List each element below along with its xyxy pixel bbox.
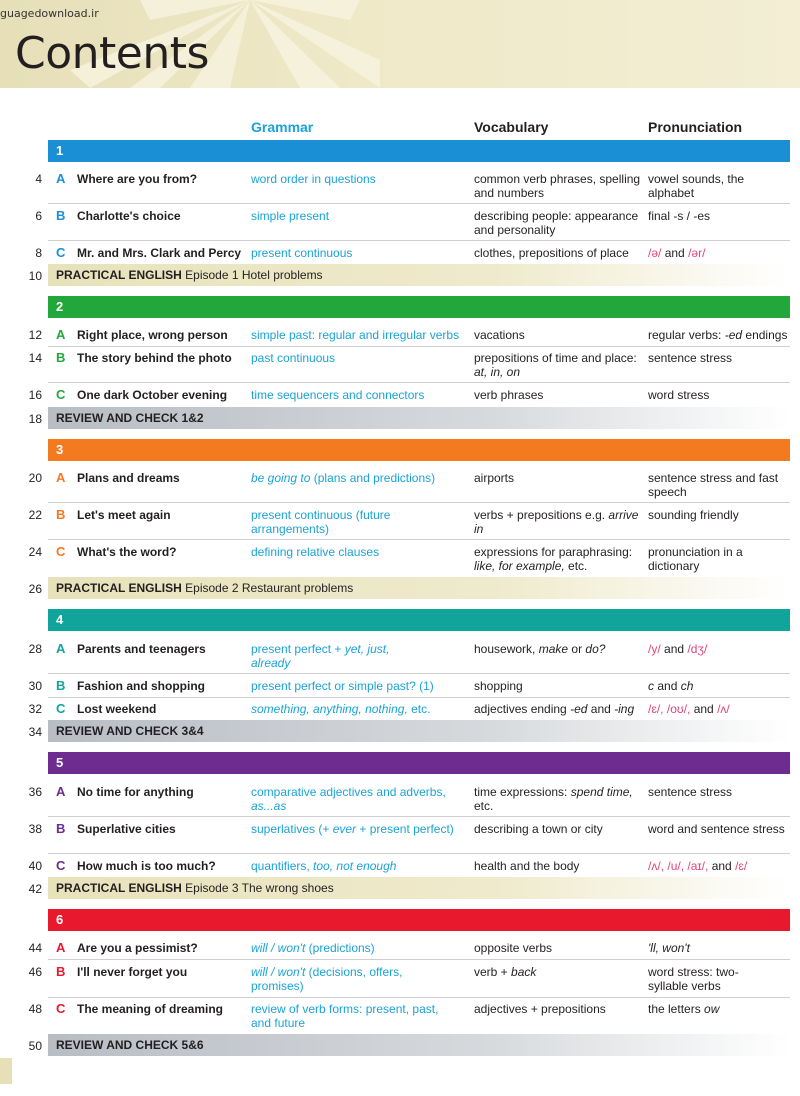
pronunciation-topic: sentence stress xyxy=(648,351,733,365)
unit-number: 1 xyxy=(56,143,64,158)
page-number: 18 xyxy=(28,412,42,426)
lesson-title: What's the word? xyxy=(77,545,177,559)
page-number: 24 xyxy=(28,545,42,559)
pronunciation-topic: 'll, won't xyxy=(648,941,690,955)
page-number: 22 xyxy=(28,508,42,522)
vocabulary-topic: verb phrases xyxy=(474,388,544,402)
grammar-topic: past continuous xyxy=(251,351,336,365)
vocabulary-topic: verbs + prepositions e.g. arrive in xyxy=(474,508,639,536)
pronunciation-topic: pronunciation in a dictionary xyxy=(648,545,743,573)
grammar-topic: will / won't (predictions) xyxy=(251,941,375,955)
lesson-title: How much is too much? xyxy=(77,859,216,873)
page-number: 16 xyxy=(28,388,42,402)
vocabulary-topic: health and the body xyxy=(474,859,580,873)
row-divider xyxy=(48,816,790,817)
lesson-title: Mr. and Mrs. Clark and Percy xyxy=(77,246,242,260)
page-number: 10 xyxy=(28,269,42,283)
unit-5-bar xyxy=(48,752,790,774)
page-number: 40 xyxy=(28,859,42,873)
row-divider xyxy=(48,346,790,347)
unit-number: 5 xyxy=(56,755,64,770)
vocabulary-topic: housework, make or do? xyxy=(474,642,606,656)
lesson-title: Where are you from? xyxy=(77,172,198,186)
page-number: 42 xyxy=(28,882,42,896)
practical-english-band: PRACTICAL ENGLISH Episode 1 Hotel problems xyxy=(48,264,790,286)
row-divider xyxy=(48,240,790,241)
lesson-title: Plans and dreams xyxy=(77,471,180,485)
grammar-topic: will / won't (decisions, offers, promises) xyxy=(251,965,403,993)
lesson-title: I'll never forget you xyxy=(77,965,188,979)
page-number: 4 xyxy=(35,172,42,186)
pronunciation-topic: sentence stress xyxy=(648,785,733,799)
lesson-letter: C xyxy=(56,245,66,260)
lesson-letter: A xyxy=(56,940,66,955)
review-band: REVIEW AND CHECK 5&6 xyxy=(48,1034,790,1056)
pronunciation-topic: the letters ow xyxy=(648,1002,720,1016)
pronunciation-topic: word and sentence stress xyxy=(648,822,785,836)
unit-number: 6 xyxy=(56,912,64,927)
contents-header xyxy=(0,0,800,88)
page-number: 36 xyxy=(28,785,42,799)
vocabulary-topic: time expressions: spend time, etc. xyxy=(474,785,633,813)
lesson-title: Lost weekend xyxy=(77,702,157,716)
page-number: 32 xyxy=(28,702,42,716)
grammar-topic: review of verb forms: present, past, and future xyxy=(251,1002,439,1030)
page-number: 48 xyxy=(28,1002,42,1016)
vocabulary-topic: describing people: appearance and personality xyxy=(474,209,639,237)
lesson-title: Fashion and shopping xyxy=(77,679,205,693)
vocabulary-topic: expressions for paraphrasing: like, for example, etc. xyxy=(474,545,633,573)
lesson-letter: A xyxy=(56,470,66,485)
grammar-topic: present perfect or simple past? (1) xyxy=(251,679,434,693)
page-number: 34 xyxy=(28,725,42,739)
lesson-title: Charlotte's choice xyxy=(77,209,181,223)
vocabulary-topic: common verb phrases, spelling and numbers xyxy=(474,172,641,200)
row-divider xyxy=(48,853,790,854)
lesson-letter: B xyxy=(56,964,66,979)
lesson-title: Right place, wrong person xyxy=(77,328,228,342)
page-number: 50 xyxy=(28,1039,42,1053)
page-number: 6 xyxy=(35,209,42,223)
lesson-letter: C xyxy=(56,1001,66,1016)
lesson-letter: C xyxy=(56,544,66,559)
lesson-title: No time for anything xyxy=(77,785,194,799)
grammar-topic: present continuous xyxy=(251,246,353,260)
pronunciation-topic: c and ch xyxy=(648,679,694,693)
lesson-letter: C xyxy=(56,858,66,873)
review-band: REVIEW AND CHECK 1&2 xyxy=(48,407,790,429)
lesson-letter: B xyxy=(56,821,66,836)
lesson-title: One dark October evening xyxy=(77,388,228,402)
page-number: 12 xyxy=(28,328,42,342)
lesson-letter: C xyxy=(56,387,66,402)
unit-2-bar xyxy=(48,296,790,318)
lesson-title: Are you a pessimist? xyxy=(77,941,198,955)
unit-4-bar xyxy=(48,609,790,631)
unit-number: 3 xyxy=(56,442,64,457)
vocabulary-topic: vacations xyxy=(474,328,525,342)
column-heading-vocabulary: Vocabulary xyxy=(474,119,549,135)
page-title: Contents xyxy=(15,28,209,79)
page-number: 30 xyxy=(28,679,42,693)
pronunciation-topic: sentence stress and fast speech xyxy=(648,471,779,499)
practical-english-band: PRACTICAL ENGLISH Episode 2 Restaurant problems xyxy=(48,577,790,599)
vocabulary-topic: adjectives + prepositions xyxy=(474,1002,606,1016)
grammar-topic: superlatives (+ ever + present perfect) xyxy=(251,822,454,836)
grammar-topic: quantifiers, too, not enough xyxy=(251,859,397,873)
pronunciation-topic: word stress: two-syllable verbs xyxy=(648,965,739,993)
vocabulary-topic: verb + back xyxy=(474,965,537,979)
lesson-letter: B xyxy=(56,678,66,693)
vocabulary-topic: airports xyxy=(474,471,515,485)
grammar-topic: simple past: regular and irregular verbs xyxy=(251,328,460,342)
lesson-letter: A xyxy=(56,641,66,656)
pronunciation-topic: regular verbs: -ed endings xyxy=(648,328,788,342)
pronunciation-topic: word stress xyxy=(648,388,710,402)
row-divider xyxy=(48,502,790,503)
column-heading-grammar: Grammar xyxy=(251,119,314,135)
row-divider xyxy=(48,959,790,960)
grammar-topic: be going to (plans and predictions) xyxy=(251,471,436,485)
grammar-topic: time sequencers and connectors xyxy=(251,388,425,402)
corner-decoration xyxy=(0,1058,12,1084)
page-number: 26 xyxy=(28,582,42,596)
unit-number: 4 xyxy=(56,612,64,627)
pronunciation-topic: /ɛ/, /oʊ/, and /ʌ/ xyxy=(648,702,730,716)
column-heading-pronunciation: Pronunciation xyxy=(648,119,743,135)
grammar-topic: simple present xyxy=(251,209,330,223)
watermark-text: guagedownload.ir xyxy=(0,7,99,20)
grammar-topic: present continuous (future arrangements) xyxy=(251,508,391,536)
row-divider xyxy=(48,997,790,998)
unit-3-bar xyxy=(48,439,790,461)
unit-1-bar xyxy=(48,140,790,162)
unit-6-bar xyxy=(48,909,790,931)
pronunciation-topic: /ʌ/, /u/, /aɪ/, and /ɛ/ xyxy=(648,859,748,873)
page-number: 44 xyxy=(28,941,42,955)
lesson-letter: A xyxy=(56,784,66,799)
page-number: 28 xyxy=(28,642,42,656)
practical-english-band: PRACTICAL ENGLISH Episode 3 The wrong shoes xyxy=(48,877,790,899)
row-divider xyxy=(48,697,790,698)
lesson-title: The meaning of dreaming xyxy=(77,1002,224,1016)
pronunciation-topic: vowel sounds, the alphabet xyxy=(648,172,745,200)
lesson-letter: A xyxy=(56,171,66,186)
lesson-letter: B xyxy=(56,350,66,365)
unit-number: 2 xyxy=(56,299,64,314)
lesson-title: Let's meet again xyxy=(77,508,171,522)
vocabulary-topic: shopping xyxy=(474,679,523,693)
lesson-letter: C xyxy=(56,701,66,716)
lesson-title: Parents and teenagers xyxy=(77,642,206,656)
page-number: 38 xyxy=(28,822,42,836)
page-number: 20 xyxy=(28,471,42,485)
page-number: 46 xyxy=(28,965,42,979)
row-divider xyxy=(48,673,790,674)
page-number: 8 xyxy=(35,246,42,260)
vocabulary-topic: opposite verbs xyxy=(474,941,553,955)
row-divider xyxy=(48,539,790,540)
grammar-topic: something, anything, nothing, etc. xyxy=(251,702,431,716)
grammar-topic: word order in questions xyxy=(251,172,376,186)
vocabulary-topic: describing a town or city xyxy=(474,822,603,836)
page-number: 14 xyxy=(28,351,42,365)
vocabulary-topic: clothes, prepositions of place xyxy=(474,246,629,260)
pronunciation-topic: /ə/ and /ər/ xyxy=(648,246,706,260)
pronunciation-topic: final -s / -es xyxy=(648,209,711,223)
vocabulary-topic: adjectives ending -ed and -ing xyxy=(474,702,635,716)
review-band: REVIEW AND CHECK 3&4 xyxy=(48,720,790,742)
lesson-letter: A xyxy=(56,327,66,342)
lesson-title: Superlative cities xyxy=(77,822,176,836)
row-divider xyxy=(48,203,790,204)
lesson-letter: B xyxy=(56,507,66,522)
pronunciation-topic: sounding friendly xyxy=(648,508,739,522)
grammar-topic: comparative adjectives and adverbs, as...as xyxy=(251,785,446,813)
grammar-topic: defining relative clauses xyxy=(251,545,380,559)
vocabulary-topic: prepositions of time and place: at, in, on xyxy=(474,351,637,379)
grammar-topic: present perfect + yet, just, already xyxy=(251,642,390,670)
lesson-letter: B xyxy=(56,208,66,223)
row-divider xyxy=(48,382,790,383)
lesson-title: The story behind the photo xyxy=(77,351,232,365)
pronunciation-topic: /y/ and /dʒ/ xyxy=(648,642,708,656)
